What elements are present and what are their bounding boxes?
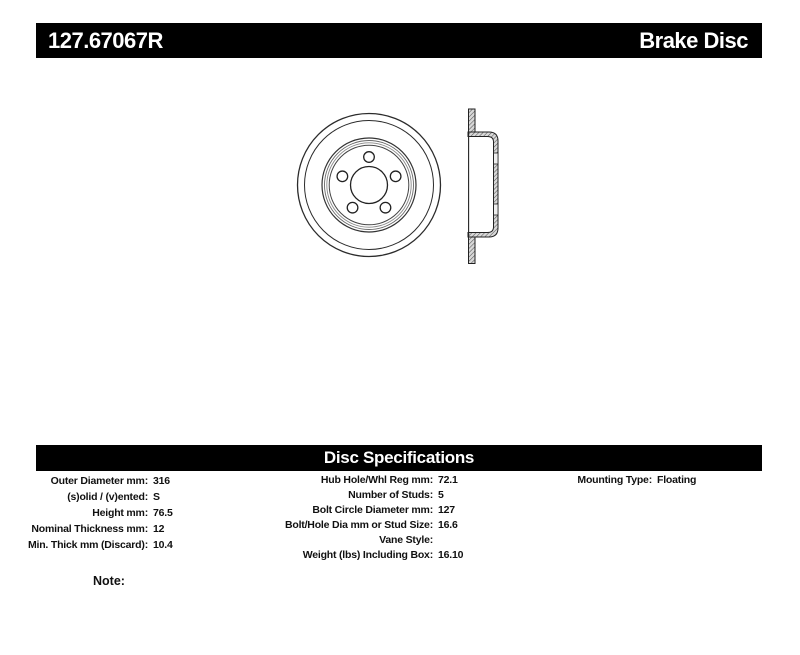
spec-value: 12: [153, 523, 165, 535]
spec-label: Number of Studs:: [348, 489, 433, 501]
spec-section-title: Disc Specifications: [323, 448, 475, 467]
brake-disc-diagram: [270, 80, 530, 295]
spec-row: [240, 548, 463, 563]
disc-cross-section-view: [468, 109, 498, 264]
spec-label: Bolt/Hole Dia mm or Stud Size:: [284, 519, 433, 531]
spec-value: 316: [153, 475, 170, 487]
spec-row: [240, 488, 463, 503]
spec-value: 16.6: [438, 519, 458, 531]
hat-section: [468, 132, 498, 237]
spec-value: 10.4: [153, 539, 173, 551]
spec-column-left: [16, 473, 173, 553]
spec-label: Height mm:: [92, 507, 148, 519]
spec-label: Mounting Type:: [577, 474, 652, 486]
spec-label: Hub Hole/Whl Reg mm:: [320, 474, 433, 486]
spec-row: [240, 533, 463, 548]
spec-value: S: [153, 491, 160, 503]
product-type-title: Brake Disc: [639, 27, 748, 53]
friction-ring-bottom: [469, 237, 476, 264]
spec-value: 76.5: [153, 507, 173, 519]
spec-value: 16.10: [438, 549, 464, 561]
note-label: Note:: [93, 574, 125, 588]
disc-front-view: [298, 114, 441, 257]
spec-row: [240, 518, 463, 533]
spec-label: Min. Thick mm (Discard):: [27, 539, 148, 551]
spec-value: 127: [438, 504, 455, 516]
spec-row: [16, 505, 173, 521]
spec-row: [16, 521, 173, 537]
spec-value: Floating: [657, 474, 697, 486]
spec-row: [540, 473, 696, 488]
spec-value: 72.1: [438, 474, 458, 486]
spec-section-header: [36, 445, 762, 471]
spec-value: 5: [438, 489, 444, 501]
spec-column-right: [540, 473, 696, 488]
spec-row: [240, 473, 463, 488]
title-bar: [36, 23, 762, 58]
note-section: [93, 574, 125, 588]
part-number: 127.67067R: [48, 27, 163, 53]
friction-ring-top: [469, 109, 476, 132]
spec-label: Vane Style:: [379, 534, 433, 546]
center-hub-hole: [351, 167, 388, 204]
spec-label: Nominal Thickness mm:: [31, 523, 148, 535]
spec-row: [16, 473, 173, 489]
spec-label: (s)olid / (v)ented:: [67, 491, 148, 503]
brake-disc-drawing: [270, 80, 530, 295]
spec-column-middle: [240, 473, 463, 563]
spec-label: Outer Diameter mm:: [50, 475, 148, 487]
spec-row: [240, 503, 463, 518]
spec-row: [16, 537, 173, 553]
spec-label: Weight (lbs) Including Box:: [302, 549, 433, 561]
spec-row: [16, 489, 173, 505]
spec-label: Bolt Circle Diameter mm:: [312, 504, 433, 516]
